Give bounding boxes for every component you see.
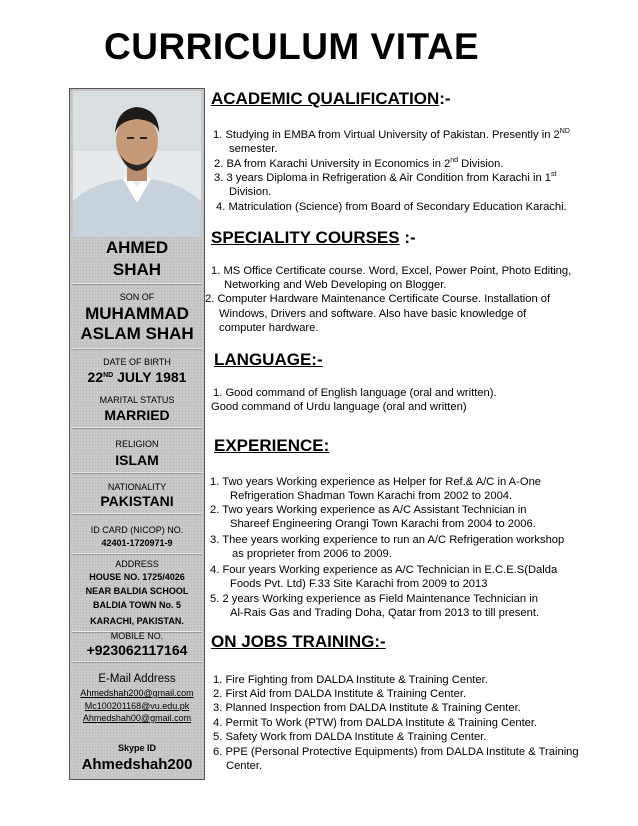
- speciality-line: Networking and Web Developing on Blogger.: [224, 279, 447, 291]
- training-line: 5. Safety Work from DALDA Institute & Training Center.: [213, 731, 487, 743]
- marital-status-label: MARITAL STATUS: [99, 395, 175, 405]
- dob-label: DATE OF BIRTH: [103, 357, 171, 367]
- divider: [72, 348, 202, 350]
- academic-item: 1. Studying in EMBA from Virtual University of Pakistan. Presently in 2ND: [213, 128, 570, 141]
- email-link[interactable]: Mc100201168@vu.edu.pk: [84, 701, 190, 711]
- academic-item: 3. 3 years Diploma in Refrigeration & Air Condition from Karachi in 1st: [214, 171, 557, 184]
- language-line: 1. Good command of English language (oral and written).: [213, 387, 497, 399]
- training-line: 1. Fire Fighting from DALDA Institute & Training Center.: [213, 674, 488, 686]
- experience-line: 3. Thee years working experience to run an A/C Refrigeration workshop: [210, 534, 565, 546]
- applicant-first-name: AHMED: [105, 238, 169, 257]
- email-label: E-Mail Address: [98, 673, 176, 685]
- son-of-label: SON OF: [119, 292, 155, 302]
- applicant-last-name: SHAH: [112, 260, 162, 279]
- profile-photo: [73, 91, 201, 237]
- dob-value: 22ND JULY 1981: [87, 369, 187, 385]
- experience-line: 1. Two years Working experience as Helper for Ref.& A/C in A-One: [210, 476, 542, 488]
- divider: [72, 661, 202, 663]
- experience-line: Al-Rais Gas and Trading Doha, Qatar from 2013 to till present.: [230, 607, 540, 619]
- training-line: 2. First Aid from DALDA Institute & Training Center.: [213, 688, 467, 700]
- speciality-heading: SPECIALITY COURSES :-: [211, 228, 416, 247]
- father-name-line1: MUHAMMAD: [85, 304, 189, 323]
- academic-item-cont: Division.: [229, 186, 272, 198]
- experience-line: Foods Pvt. Ltd) F.33 Site Karachi from 2009 to 2013: [230, 578, 488, 590]
- language-heading: LANGUAGE:-: [214, 350, 323, 369]
- address-line: KARACHI, PAKISTAN.: [90, 616, 184, 626]
- mobile-value: +923062117164: [86, 642, 188, 658]
- email-link[interactable]: Ahmedshah00@gmail.com: [82, 713, 192, 723]
- speciality-line: computer hardware.: [219, 322, 319, 334]
- academic-item: 4. Matriculation (Science) from Board of Secondary Education Karachi.: [216, 201, 567, 213]
- experience-line: as proprieter from 2006 to 2009.: [232, 548, 392, 560]
- address-line: HOUSE NO. 1725/4026: [89, 572, 185, 582]
- experience-line: 4. Four years Working experience as A/C Technician in E.C.E.S(Dalda: [210, 564, 558, 576]
- address-label: ADDRESS: [115, 559, 159, 569]
- mobile-label: MOBILE NO.: [110, 631, 164, 641]
- father-name-line2: ASLAM SHAH: [80, 324, 194, 343]
- academic-item-cont: semester.: [229, 143, 278, 155]
- religion-label: RELIGION: [115, 439, 159, 449]
- speciality-line: Windows, Drivers and software. Also have basic knowledge of: [219, 308, 527, 320]
- page-title: CURRICULUM VITAE: [104, 26, 480, 67]
- email-link[interactable]: Ahmedshah200@gmail.com: [80, 688, 194, 698]
- divider: [72, 472, 202, 474]
- academic-heading: ACADEMIC QUALIFICATION:-: [211, 89, 451, 108]
- id-card-value: 42401-1720971-9: [101, 538, 173, 548]
- religion-value: ISLAM: [115, 452, 159, 468]
- experience-heading: EXPERIENCE:: [214, 436, 330, 455]
- skype-label: Skype ID: [117, 743, 157, 753]
- skype-value: Ahmedshah200: [81, 756, 193, 773]
- divider: [72, 513, 202, 515]
- academic-item: 2. BA from Karachi University in Economics in 2nd Division.: [214, 157, 504, 170]
- training-line: 6. PPE (Personal Protective Equipments) from DALDA Institute & Training: [213, 746, 579, 758]
- training-line: 3. Planned Inspection from DALDA Institute & Training Center.: [213, 702, 521, 714]
- language-line: Good command of Urdu language (oral and written): [211, 401, 467, 413]
- experience-line: 2. Two years Working experience as A/C Assistant Technician in: [210, 504, 527, 516]
- divider: [72, 427, 202, 429]
- training-line: 4. Permit To Work (PTW) from DALDA Institute & Training Center.: [213, 717, 538, 729]
- address-line: BALDIA TOWN No. 5: [93, 600, 181, 610]
- speciality-line: 1. MS Office Certificate course. Word, Excel, Power Point, Photo Editing,: [211, 265, 572, 277]
- training-heading: ON JOBS TRAINING:-: [211, 632, 386, 651]
- nationality-label: NATIONALITY: [107, 482, 167, 492]
- personal-info-sidebar: [69, 88, 205, 780]
- experience-line: Shareef Engineering Orangi Town Karachi from 2004 to 2006.: [230, 518, 536, 530]
- divider: [72, 283, 202, 285]
- nationality-value: PAKISTANI: [100, 493, 174, 509]
- speciality-line: 2. Computer Hardware Maintenance Certificate Course. Installation of: [205, 293, 551, 305]
- training-line: Center.: [226, 760, 263, 772]
- experience-line: Refrigeration Shadman Town Karachi from 2002 to 2004.: [230, 490, 513, 502]
- experience-line: 5. 2 years Working experience as Field Maintenance Technician in: [210, 593, 538, 605]
- address-line: NEAR BALDIA SCHOOL: [85, 586, 189, 596]
- marital-status-value: MARRIED: [104, 407, 170, 423]
- divider: [72, 553, 202, 555]
- id-card-label: ID CARD (NICOP) NO.: [90, 525, 184, 535]
